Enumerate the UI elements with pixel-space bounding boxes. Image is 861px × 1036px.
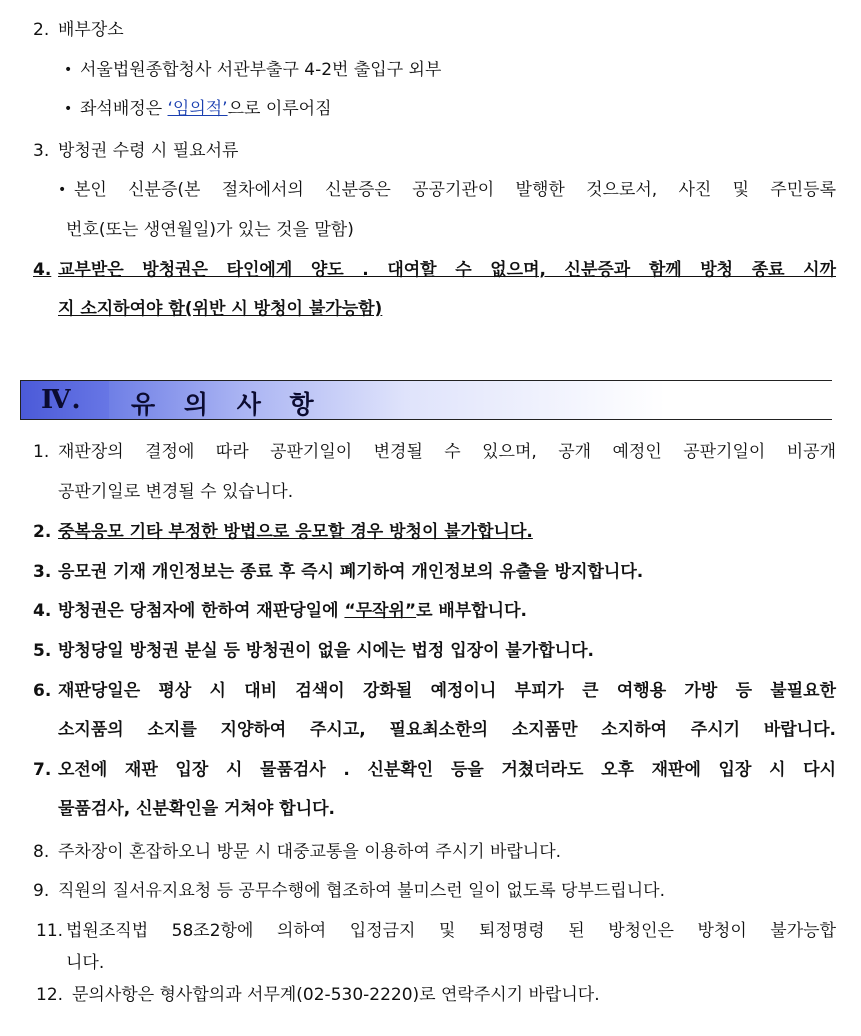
- note-3-text: 응모권 기재 개인정보는 종료 후 즉시 폐기하여 개인정보의 유출을 방지합니다.: [58, 562, 644, 582]
- bullet-icon: •: [64, 101, 73, 117]
- note-1-number: 1.: [33, 442, 50, 462]
- note-6-number: 6.: [33, 681, 52, 701]
- section-title: 유 의 사 항: [131, 390, 324, 419]
- note-7-number: 7.: [33, 760, 52, 780]
- note-4-number: 4.: [33, 601, 52, 621]
- note-7-line-1: 오전에 재판 입장 시 물품검사 . 신분확인 등을 거쳤더라도 오후 재판에 입장 시 다시: [58, 760, 836, 780]
- item-2-title: 배부장소: [58, 20, 124, 40]
- section-title-box: [109, 381, 851, 419]
- item-2-bullet-location: 서울법원종합청사 서관부출구 4-2번 출입구 외부: [80, 60, 442, 80]
- note-6-line-1: 재판당일은 평상 시 대비 검색이 강화될 예정이니 부피가 큰 여행용 가방 등 불필요한: [58, 681, 836, 701]
- note-2-number: 2.: [33, 522, 52, 542]
- note-8-number: 8.: [33, 842, 50, 862]
- seating-prefix: 좌석배정은: [80, 99, 168, 119]
- note-12-number: 12.: [36, 985, 64, 1005]
- note-4-prefix: 방청권은 당첨자에 한하여 재판당일에: [58, 601, 345, 621]
- note-9-text: 직원의 질서유지요청 등 공무수행에 협조하여 불미스런 일이 없도록 당부드립니다.: [58, 881, 665, 901]
- note-11-number: 11.: [36, 921, 64, 941]
- item-3-title: 방청권 수령 시 필요서류: [58, 141, 239, 161]
- item-3-number: 3.: [33, 141, 50, 161]
- item-3-bullet-line-2: 번호(또는 생연월일)가 있는 것을 말함): [66, 220, 354, 240]
- item-4-number: 4.: [33, 260, 52, 280]
- note-11-line-2: 니다.: [66, 953, 105, 973]
- note-5-text: 방청당일 방청권 분실 등 방청권이 없을 시에는 법정 입장이 불가합니다.: [58, 641, 594, 661]
- note-11-line-1: 법원조직법 58조2항에 의하여 입정금지 및 퇴정명령 된 방청인은 방청이 불가능합: [66, 921, 836, 941]
- item-2-bullet-seating: [80, 97, 332, 121]
- note-9-number: 9.: [33, 881, 50, 901]
- item-3-bullet-line-1: 본인 신분증(본 절차에서의 신분증은 공공기관이 발행한 것으로서, 사진 및 주민등록: [74, 180, 836, 200]
- note-5-number: 5.: [33, 641, 52, 661]
- item-4-line-2: 지 소지하여야 함(위반 시 방청이 불가능함): [58, 299, 383, 319]
- item-4-line-1: 교부받은 방청권은 타인에게 양도 . 대여할 수 없으며, 신분증과 함께 방청 종료 시까: [58, 260, 836, 280]
- note-3-number: 3.: [33, 562, 52, 582]
- note-2-text: 중복응모 기타 부정한 방법으로 응모할 경우 방청이 불가합니다.: [58, 522, 533, 542]
- section-header: [20, 380, 832, 420]
- note-1-line-2: 공판기일로 변경될 수 있습니다.: [58, 482, 294, 502]
- note-4-suffix: 로 배부합니다.: [416, 601, 527, 621]
- item-2-number: 2.: [33, 20, 50, 40]
- note-6-line-2: 소지품의 소지를 지양하여 주시고, 필요최소한의 소지품만 소지하여 주시기 바랍니다.: [58, 720, 836, 740]
- note-7-line-2: 물품검사, 신분확인을 거쳐야 합니다.: [58, 799, 336, 819]
- bullet-icon: •: [58, 182, 67, 198]
- note-4-emphasis: “무작위”: [344, 601, 417, 621]
- section-roman-numeral: Ⅳ.: [41, 385, 82, 415]
- bullet-icon: •: [64, 62, 73, 78]
- note-12-text: 문의사항은 형사합의과 서무계(02-530-2220)로 연락주시기 바랍니다.: [72, 985, 600, 1005]
- seating-emphasis: ‘임의적’: [167, 99, 228, 119]
- note-8-text: 주차장이 혼잡하오니 방문 시 대중교통을 이용하여 주시기 바랍니다.: [58, 842, 562, 862]
- note-4-text: [58, 599, 527, 623]
- note-1-line-1: 재판장의 결정에 따라 공판기일이 변경될 수 있으며, 공개 예정인 공판기일이 비공개: [58, 442, 836, 462]
- seating-suffix: 으로 이루어짐: [227, 99, 332, 119]
